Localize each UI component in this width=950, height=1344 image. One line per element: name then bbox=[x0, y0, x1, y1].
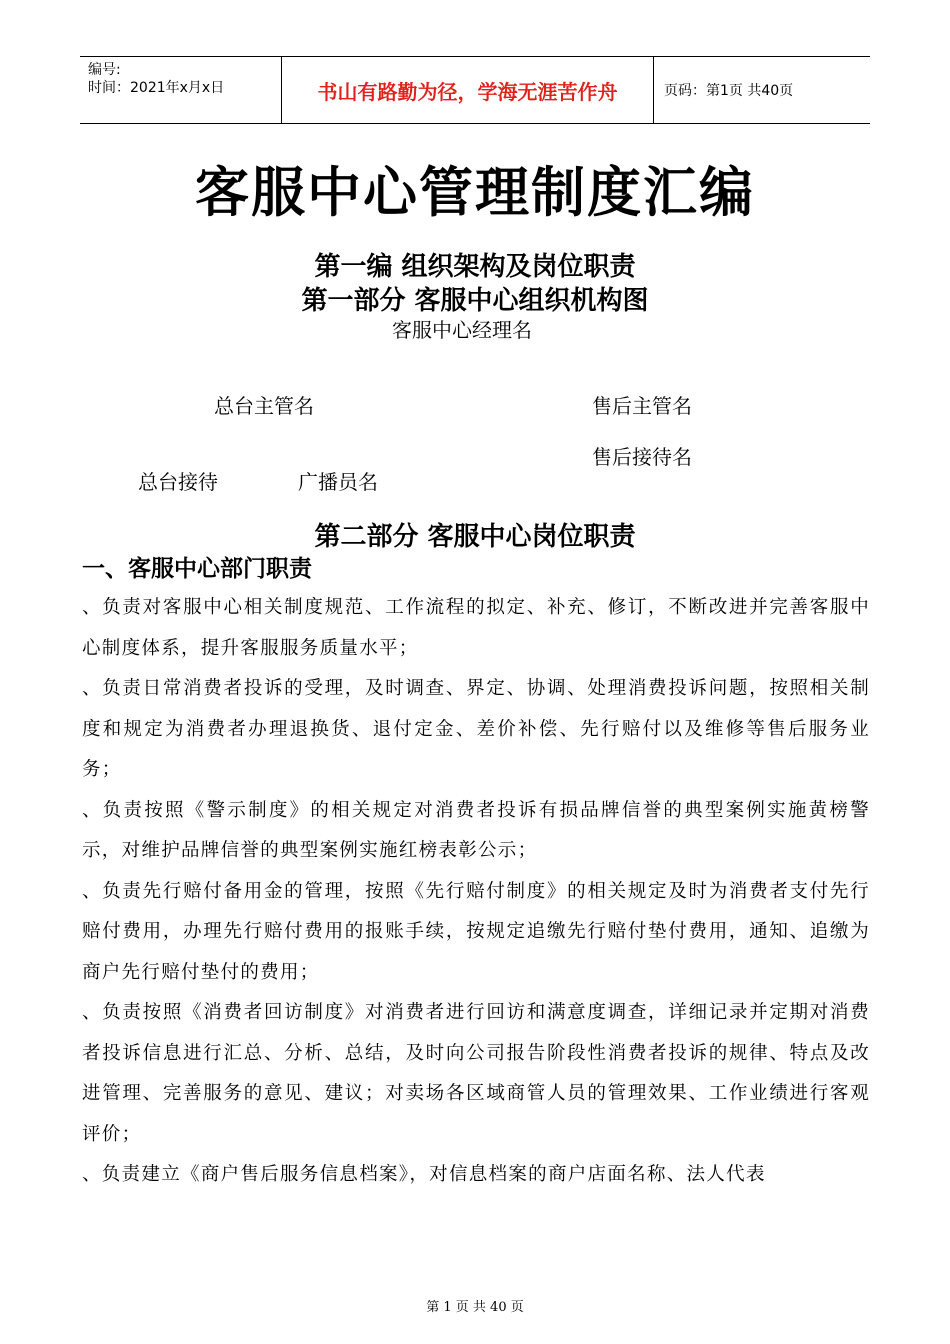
page-footer: 第 1 页 共 40 页 bbox=[426, 1300, 524, 1315]
org-manager: 客服中心经理名 bbox=[392, 318, 532, 342]
part-two-heading: 第二部分 客服中心岗位职责 bbox=[314, 522, 636, 552]
duty-paragraph: 、负责对客服中心相关制度规范、工作流程的拟定、补充、修订，不断改进并完善客服中心制度体系，提升客服服务质量水平； bbox=[82, 597, 870, 659]
header-page-info: 页码：第1页 共40页 bbox=[664, 83, 794, 99]
org-after-sales-supervisor: 售后主管名 bbox=[592, 394, 692, 418]
duty-paragraph: 、负责日常消费者投诉的受理，及时调查、界定、协调、处理消费投诉问题，按照相关制度和规定为消费者办理退换货、退付定金、差价补偿、先行赔付以及维修等售后服务业务； bbox=[82, 678, 870, 780]
header-motto: 书山有路勤为径，学海无涯苦作舟 bbox=[282, 57, 654, 123]
page-header bbox=[80, 56, 870, 124]
document-title: 客服中心管理制度汇编 bbox=[195, 161, 755, 224]
org-front-desk-reception: 总台接待 bbox=[138, 470, 218, 494]
org-after-sales-reception: 售后接待名 bbox=[592, 445, 692, 469]
part-one-heading: 第一部分 客服中心组织机构图 bbox=[301, 286, 649, 316]
volume-heading: 第一编 组织架构及岗位职责 bbox=[314, 252, 636, 282]
duty-paragraph: 、负责建立《商户售后服务信息档案》，对信息档案的商户店面名称、法人代表 bbox=[82, 1164, 766, 1185]
org-broadcaster: 广播员名 bbox=[298, 470, 378, 494]
org-front-desk-supervisor: 总台主管名 bbox=[214, 394, 314, 418]
header-meta bbox=[80, 57, 282, 123]
duty-paragraph: 、负责按照《警示制度》的相关规定对消费者投诉有损品牌信誉的典型案例实施黄榜警示，对维护品牌信誉的典型案例实施红榜表彰公示； bbox=[82, 799, 870, 861]
duties-text bbox=[82, 588, 870, 1196]
document-number-label: 编号: bbox=[88, 62, 121, 78]
section-heading: 一、客服中心部门职责 bbox=[82, 555, 312, 582]
duty-paragraph: 、负责按照《消费者回访制度》对消费者进行回访和满意度调查，详细记录并定期对消费者投诉信息进行汇总、分析、总结，及时向公司报告阶段性消费者投诉的规律、特点及改进管理、完善服务的意见、建议；对卖场各区域商管人员的管理效果、工作业绩进行客观评价； bbox=[82, 1002, 870, 1145]
duty-paragraph: 、负责先行赔付备用金的管理，按照《先行赔付制度》的相关规定及时为消费者支付先行赔付费用，办理先行赔付费用的报账手续，按规定追缴先行赔付垫付费用，通知、追缴为商户先行赔付垫付的费用； bbox=[82, 880, 870, 983]
document-date: 时间：2021年x月x日 bbox=[88, 80, 225, 96]
